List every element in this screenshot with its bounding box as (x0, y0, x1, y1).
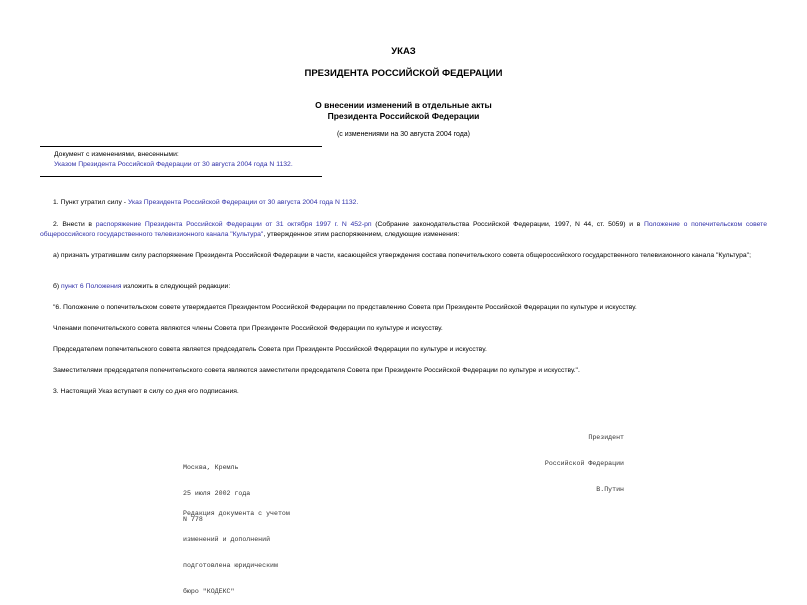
amended-by-link[interactable]: Указом Президента Российской Федерации от 30 августа 2004 года N 1132. (54, 160, 293, 168)
signature-title: Президент (588, 434, 624, 442)
date: 25 июля 2002 года (183, 489, 251, 497)
decree-number: N 778 (183, 515, 203, 523)
paragraph-1-link[interactable]: Указ Президента Российской Федерации от 30 августа 2004 года N 1132. (127, 199, 359, 206)
edition-note-line-4: бюро "КОДЕКС" (183, 587, 235, 595)
paragraph-clause-6: "6. Положение о попечительском совете утверждается Президентом Российской Федерации по представлению Совета при Президенте Российской Федерации по культуре и искусству. (53, 304, 637, 311)
paragraph-2-suffix: , утвержденное этим распоряжением, следующие изменения: (263, 230, 460, 238)
paragraph-b-suffix: изложить в следующей редакции: (121, 283, 231, 290)
amendment-note: (с изменениями на 30 августа 2004 года) (336, 131, 471, 138)
clause-6-link[interactable]: пункт 6 Положения (61, 283, 122, 290)
amended-box (54, 150, 322, 169)
paragraph-a: а) признать утратившим силу распоряжение Президента Российской Федерации в части, касающейся утверждения состава попечительского совета общероссийского государственного телевизионного канала "Культура"; (53, 252, 751, 259)
paragraph-chair: Председателем попечительского совета является председатель Совета при Президенте Российской Федерации по культуре и искусству. (53, 346, 487, 353)
document-issuer: ПРЕЗИДЕНТА РОССИЙСКОЙ ФЕДЕРАЦИИ (304, 68, 503, 79)
document-title: УКАЗ (391, 46, 416, 57)
signature-block (545, 417, 624, 503)
order-452-link[interactable]: распоряжение Президента Российской Федерации от 31 октября 1997 г. N 452-рп (95, 221, 372, 228)
paragraph-2 (40, 220, 767, 239)
subject-line-1: О внесении изменений в отдельные акты (315, 100, 492, 110)
edition-note-line-2: изменений и дополнений (183, 535, 271, 543)
paragraph-deputies: Заместителями председателя попечительского совета являются заместители председателя Совета при Президенте Российской Федерации по культуре и искусству.". (53, 367, 580, 374)
paragraph-b (40, 282, 767, 292)
subject-line-2: Президента Российской Федерации (327, 111, 480, 121)
document-subject (0, 100, 807, 122)
paragraph-3: 3. Настоящий Указ вступает в силу со дня его подписания. (53, 388, 239, 395)
edition-note (183, 493, 290, 605)
edition-note-line-1: Редакция документа с учетом (183, 510, 290, 518)
paragraph-members: Членами попечительского совета являются члены Совета при Президенте Российской Федерации по культуре и искусству. (53, 325, 443, 332)
paragraph-1-text: 1. Пункт утратил силу - (53, 199, 128, 206)
edition-note-line-3: подготовлена юридическим (183, 561, 278, 569)
amended-box-text: Документ с изменениями, внесенными: (54, 151, 179, 158)
paragraph-2-prefix: 2. Внести в (53, 221, 96, 228)
signature-name: В.Путин (596, 485, 624, 493)
top-divider (40, 146, 322, 147)
signature-country: Российской Федерации (544, 459, 624, 467)
place: Москва, Кремль (183, 464, 239, 472)
paragraph-b-prefix: б) (53, 283, 62, 290)
paragraph-2-middle: (Собрание законодательства Российской Федерации, 1997, N 44, ст. 5059) и в (371, 221, 644, 228)
paragraph-1 (40, 198, 767, 208)
regulation-link[interactable]: Положение о попечительском совете общероссийского государственного телевизионного канала "Культура" (40, 221, 767, 238)
bottom-divider (40, 176, 322, 177)
